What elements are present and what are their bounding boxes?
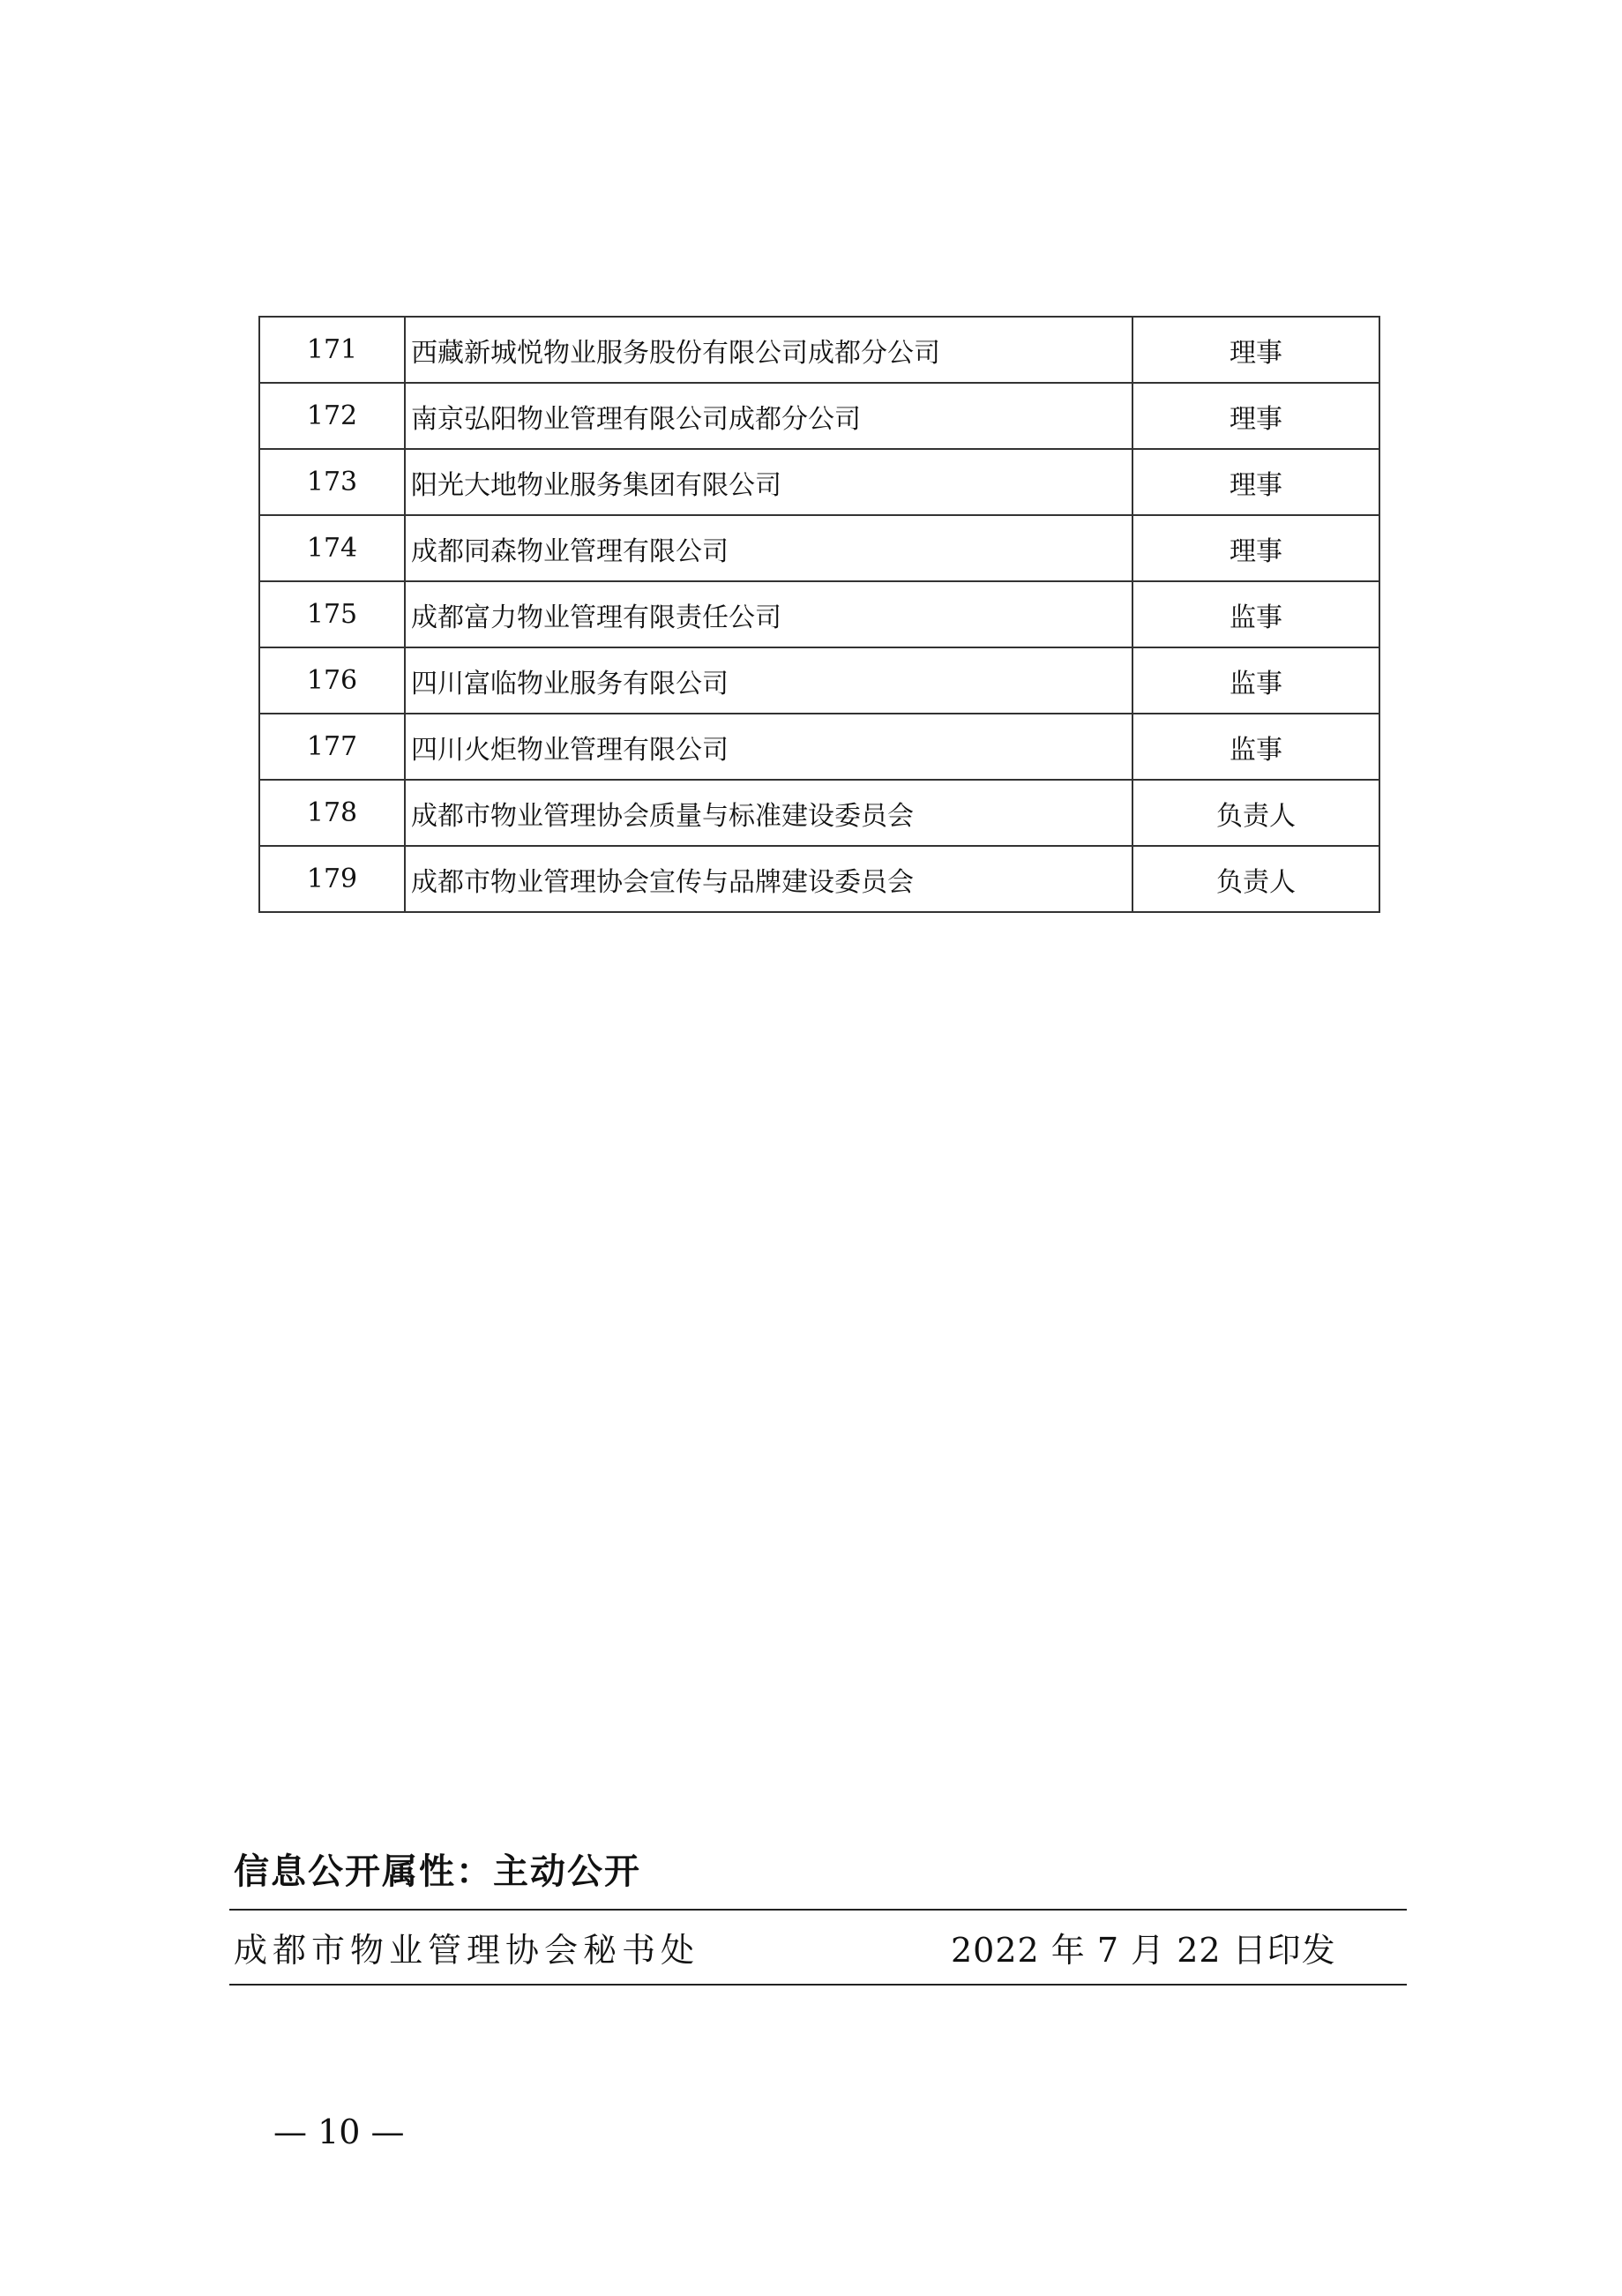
- member-role: 理事: [1132, 515, 1379, 581]
- footer-top-rule: [229, 1909, 1407, 1911]
- member-role: 负责人: [1132, 780, 1379, 846]
- organization-name: 成都市物业管理协会质量与标准建设委员会: [405, 780, 1132, 846]
- table-row: [259, 780, 1379, 846]
- table-row: [259, 383, 1379, 449]
- member-role: 理事: [1132, 383, 1379, 449]
- organization-name: 四川富临物业服务有限公司: [405, 647, 1132, 714]
- member-role: 理事: [1132, 317, 1379, 383]
- organization-name: 成都同森物业管理有限公司: [405, 515, 1132, 581]
- member-role: 监事: [1132, 714, 1379, 780]
- table-row: [259, 647, 1379, 714]
- page-number: — 10 —: [273, 2113, 405, 2151]
- table-row: [259, 515, 1379, 581]
- organization-name: 成都富力物业管理有限责任公司: [405, 581, 1132, 647]
- table-row: [259, 581, 1379, 647]
- row-number: 171: [259, 317, 405, 383]
- footer-bottom-rule: [229, 1984, 1407, 1986]
- member-role: 负责人: [1132, 846, 1379, 912]
- organization-name: 南京弘阳物业管理有限公司成都分公司: [405, 383, 1132, 449]
- table-row: [259, 449, 1379, 515]
- organization-name: 成都市物业管理协会宣传与品牌建设委员会: [405, 846, 1132, 912]
- organization-name: 阳光大地物业服务集团有限公司: [405, 449, 1132, 515]
- row-number: 175: [259, 581, 405, 647]
- issue-date: 2022 年 7 月 22 日印发: [951, 1931, 1336, 1970]
- member-role: 监事: [1132, 581, 1379, 647]
- row-number: 176: [259, 647, 405, 714]
- row-number: 174: [259, 515, 405, 581]
- row-number: 177: [259, 714, 405, 780]
- row-number: 179: [259, 846, 405, 912]
- member-list-table: [258, 316, 1380, 913]
- table-row: [259, 846, 1379, 912]
- issuer-name: 成都市物业管理协会秘书处: [234, 1931, 700, 1970]
- table-row: [259, 714, 1379, 780]
- row-number: 172: [259, 383, 405, 449]
- disclosure-attribute: 信息公开属性：主动公开: [234, 1851, 641, 1892]
- table-row: [259, 317, 1379, 383]
- organization-name: 四川火炬物业管理有限公司: [405, 714, 1132, 780]
- row-number: 173: [259, 449, 405, 515]
- row-number: 178: [259, 780, 405, 846]
- member-role: 监事: [1132, 647, 1379, 714]
- organization-name: 西藏新城悦物业服务股份有限公司成都分公司: [405, 317, 1132, 383]
- member-role: 理事: [1132, 449, 1379, 515]
